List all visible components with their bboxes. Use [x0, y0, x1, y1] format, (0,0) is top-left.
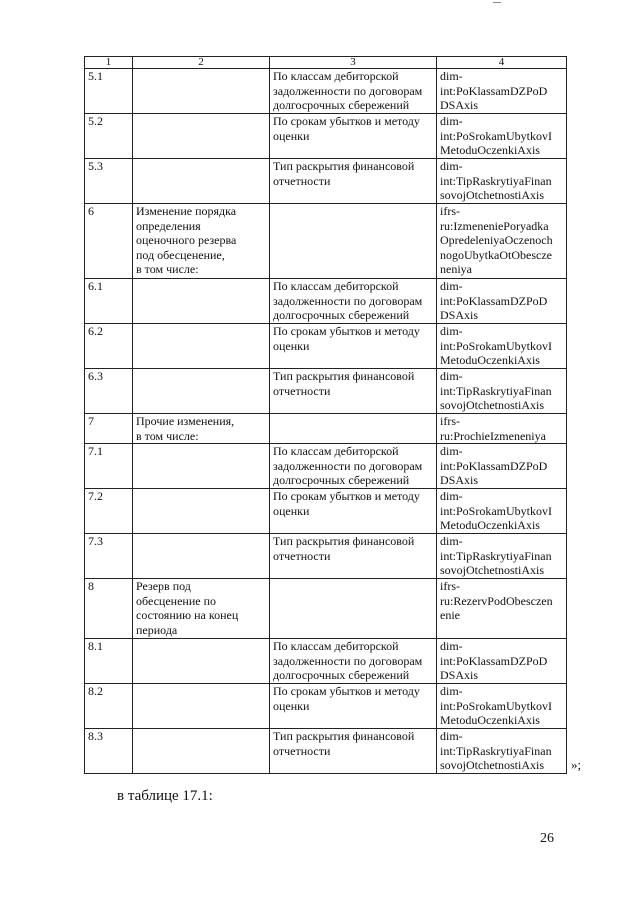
header-cell: 4 — [437, 57, 567, 69]
row-number-cell: 7.1 — [85, 444, 133, 489]
indicator-name-cell — [133, 579, 270, 639]
row-number-cell: 5.2 — [85, 114, 133, 159]
cell-line: в том числе: — [136, 262, 199, 277]
cell-line: OpredeleniyaOczenoch — [440, 233, 553, 248]
row-number-cell: 8.1 — [85, 639, 133, 684]
taxonomy-code-cell — [437, 639, 567, 684]
cell-line: int:PoSrokamUbytkovI — [440, 698, 553, 713]
taxonomy-code-cell — [437, 579, 567, 639]
cell-line: int:PoSrokamUbytkovI — [440, 128, 553, 143]
cell-line: int:PoKlassamDZPoD — [440, 83, 548, 98]
cell-line: ifrs- — [440, 414, 460, 428]
table-caption: в таблице 17.1: — [117, 788, 213, 804]
table-header-row — [85, 57, 567, 69]
table-row — [85, 159, 567, 204]
cell-line: задолженности по договорам — [273, 293, 423, 308]
cell-line: MetoduOczenkiAxis — [440, 143, 540, 158]
cell-line: sovojOtchetnostiAxis — [440, 758, 544, 773]
cell-line: int:PoKlassamDZPoD — [440, 653, 548, 668]
taxonomy-code-cell — [437, 369, 567, 414]
cell-line: int:TipRaskrytiyaFinan — [440, 173, 552, 188]
cell-line: По классам дебиторской — [273, 279, 399, 293]
cell-line: dim- — [440, 69, 463, 83]
cell-line: dim- — [440, 729, 463, 744]
indicator-name-cell — [133, 324, 270, 369]
cell-line: задолженности по договорам — [273, 653, 423, 668]
dimension-name-cell — [270, 369, 437, 414]
indicator-name-cell — [133, 69, 270, 114]
cell-line: долгосрочных сбережений — [273, 473, 410, 488]
row-number-cell: 8.2 — [85, 684, 133, 729]
cell-line: По срокам убытков и методу — [273, 489, 420, 504]
cell-line: DSAxis — [440, 668, 479, 683]
cell-line: dim- — [440, 684, 463, 699]
table-row — [85, 489, 567, 534]
cell-line: отчетности — [273, 548, 331, 563]
cell-line: DSAxis — [440, 473, 479, 488]
cell-line: int:PoSrokamUbytkovI — [440, 338, 553, 353]
dimension-name-cell — [270, 279, 437, 324]
cell-line: dim- — [440, 444, 463, 459]
cell-line: Тип раскрытия финансовой — [273, 369, 415, 383]
taxonomy-code-cell — [437, 114, 567, 159]
cell-line: Прочие изменения, — [136, 414, 235, 428]
row-number-cell: 6.2 — [85, 324, 133, 369]
cell-line: под обесценение, — [136, 247, 225, 262]
dimension-name-cell — [270, 729, 437, 774]
cell-line: ru:RezervPodObesczen — [440, 593, 553, 608]
dimension-name-cell — [270, 534, 437, 579]
cell-line: dim- — [440, 114, 463, 128]
closing-quote: »; — [571, 757, 582, 772]
taxonomy-code-cell — [437, 279, 567, 324]
indicator-name-cell — [133, 444, 270, 489]
dimension-name-cell — [270, 639, 437, 684]
cell-line: nogoUbytkaOtObescze — [440, 247, 552, 262]
cell-line: dim- — [440, 534, 463, 549]
cell-line: Тип раскрытия финансовой — [273, 534, 415, 549]
cell-line: MetoduOczenkiAxis — [440, 353, 540, 368]
cell-line: DSAxis — [440, 98, 479, 113]
table-row — [85, 324, 567, 369]
taxonomy-code-cell — [437, 204, 567, 279]
cell-line: dim- — [440, 489, 463, 504]
cell-line: dim- — [440, 639, 463, 654]
cell-line: оценки — [273, 338, 310, 353]
row-number-cell: 6.3 — [85, 369, 133, 414]
cell-line: отчетности — [273, 743, 331, 758]
header-cell: 1 — [85, 57, 133, 69]
table-row — [85, 534, 567, 579]
row-number-cell: 5.3 — [85, 159, 133, 204]
cell-line: dim- — [440, 369, 463, 383]
taxonomy-code-cell — [437, 534, 567, 579]
row-number-cell: 6.1 — [85, 279, 133, 324]
cell-line: оценки — [273, 698, 310, 713]
table-row — [85, 444, 567, 489]
cell-line: dim- — [440, 324, 463, 338]
indicator-name-cell — [133, 279, 270, 324]
cell-line: MetoduOczenkiAxis — [440, 518, 540, 533]
dimension-name-cell — [270, 324, 437, 369]
indicator-name-cell — [133, 639, 270, 684]
taxonomy-code-cell — [437, 159, 567, 204]
row-number-cell: 7.3 — [85, 534, 133, 579]
cell-line: отчетности — [273, 383, 331, 398]
scan-mark — [493, 2, 501, 3]
cell-line: оценочного резерва — [136, 233, 237, 248]
dimension-name-cell — [270, 579, 437, 639]
dimension-name-cell — [270, 159, 437, 204]
cell-line: int:TipRaskrytiyaFinan — [440, 383, 552, 398]
cell-line: периода — [136, 622, 178, 637]
cell-line: По срокам убытков и методу — [273, 684, 420, 699]
header-cell: 3 — [270, 57, 437, 69]
cell-line: enie — [440, 608, 460, 623]
cell-line: По срокам убытков и методу — [273, 114, 420, 128]
taxonomy-code-cell — [437, 69, 567, 114]
cell-line: sovojOtchetnostiAxis — [440, 563, 544, 578]
cell-line: DSAxis — [440, 308, 479, 323]
cell-line: Тип раскрытия финансовой — [273, 159, 415, 173]
taxonomy-code-cell — [437, 684, 567, 729]
cell-line: sovojOtchetnostiAxis — [440, 398, 544, 413]
indicator-name-cell — [133, 159, 270, 204]
cell-line: int:TipRaskrytiyaFinan — [440, 743, 552, 758]
row-number-cell: 6 — [85, 204, 133, 279]
cell-line: int:PoSrokamUbytkovI — [440, 503, 553, 518]
cell-line: int:PoKlassamDZPoD — [440, 458, 548, 473]
cell-line: int:PoKlassamDZPoD — [440, 293, 548, 308]
cell-line: определения — [136, 218, 201, 233]
cell-line: dim- — [440, 279, 463, 293]
header-cell: 2 — [133, 57, 270, 69]
cell-line: ru:IzmeneniePoryadka — [440, 218, 549, 233]
indicator-name-cell — [133, 729, 270, 774]
cell-line: sovojOtchetnostiAxis — [440, 188, 544, 203]
cell-line: задолженности по договорам — [273, 458, 423, 473]
dimension-name-cell — [270, 204, 437, 279]
cell-line: оценки — [273, 128, 310, 143]
table-row — [85, 279, 567, 324]
taxonomy-code-cell — [437, 444, 567, 489]
dimension-name-cell — [270, 114, 437, 159]
cell-line: Изменение порядка — [136, 204, 237, 218]
table-row — [85, 369, 567, 414]
table-row — [85, 579, 567, 639]
dimension-name-cell — [270, 444, 437, 489]
cell-line: долгосрочных сбережений — [273, 668, 410, 683]
cell-line: отчетности — [273, 173, 331, 188]
cell-line: По классам дебиторской — [273, 639, 399, 654]
table-row — [85, 204, 567, 279]
row-number-cell: 8.3 — [85, 729, 133, 774]
indicator-name-cell — [133, 204, 270, 279]
indicator-name-cell — [133, 414, 270, 444]
table-row — [85, 69, 567, 114]
cell-line: По срокам убытков и методу — [273, 324, 420, 338]
indicator-name-cell — [133, 114, 270, 159]
taxonomy-table — [84, 56, 567, 774]
dimension-name-cell — [270, 69, 437, 114]
indicator-name-cell — [133, 684, 270, 729]
cell-line: Резерв под — [136, 579, 191, 594]
cell-line: ifrs- — [440, 204, 460, 218]
dimension-name-cell — [270, 414, 437, 444]
cell-line: ru:ProchieIzmeneniya — [440, 428, 546, 443]
cell-line: MetoduOczenkiAxis — [440, 713, 540, 728]
cell-line: в том числе: — [136, 428, 199, 443]
row-number-cell: 7.2 — [85, 489, 133, 534]
table-row — [85, 414, 567, 444]
table-row — [85, 729, 567, 774]
dimension-name-cell — [270, 684, 437, 729]
taxonomy-code-cell — [437, 324, 567, 369]
table-row — [85, 114, 567, 159]
cell-line: долгосрочных сбережений — [273, 308, 410, 323]
taxonomy-code-cell — [437, 729, 567, 774]
dimension-name-cell — [270, 489, 437, 534]
cell-line: По классам дебиторской — [273, 69, 399, 83]
cell-line: int:TipRaskrytiyaFinan — [440, 548, 552, 563]
indicator-name-cell — [133, 489, 270, 534]
cell-line: задолженности по договорам — [273, 83, 423, 98]
cell-line: долгосрочных сбережений — [273, 98, 410, 113]
row-number-cell: 7 — [85, 414, 133, 444]
cell-line: ifrs- — [440, 579, 460, 594]
cell-line: состоянию на конец — [136, 608, 239, 623]
cell-line: По классам дебиторской — [273, 444, 399, 459]
indicator-name-cell — [133, 369, 270, 414]
cell-line: обесценение по — [136, 593, 216, 608]
page-number: 26 — [540, 831, 554, 846]
taxonomy-code-cell — [437, 489, 567, 534]
row-number-cell: 8 — [85, 579, 133, 639]
cell-line: Тип раскрытия финансовой — [273, 729, 415, 744]
cell-line: оценки — [273, 503, 310, 518]
cell-line: dim- — [440, 159, 463, 173]
table-row — [85, 684, 567, 729]
cell-line: neniya — [440, 262, 472, 277]
indicator-name-cell — [133, 534, 270, 579]
taxonomy-code-cell — [437, 414, 567, 444]
table-row — [85, 639, 567, 684]
row-number-cell: 5.1 — [85, 69, 133, 114]
